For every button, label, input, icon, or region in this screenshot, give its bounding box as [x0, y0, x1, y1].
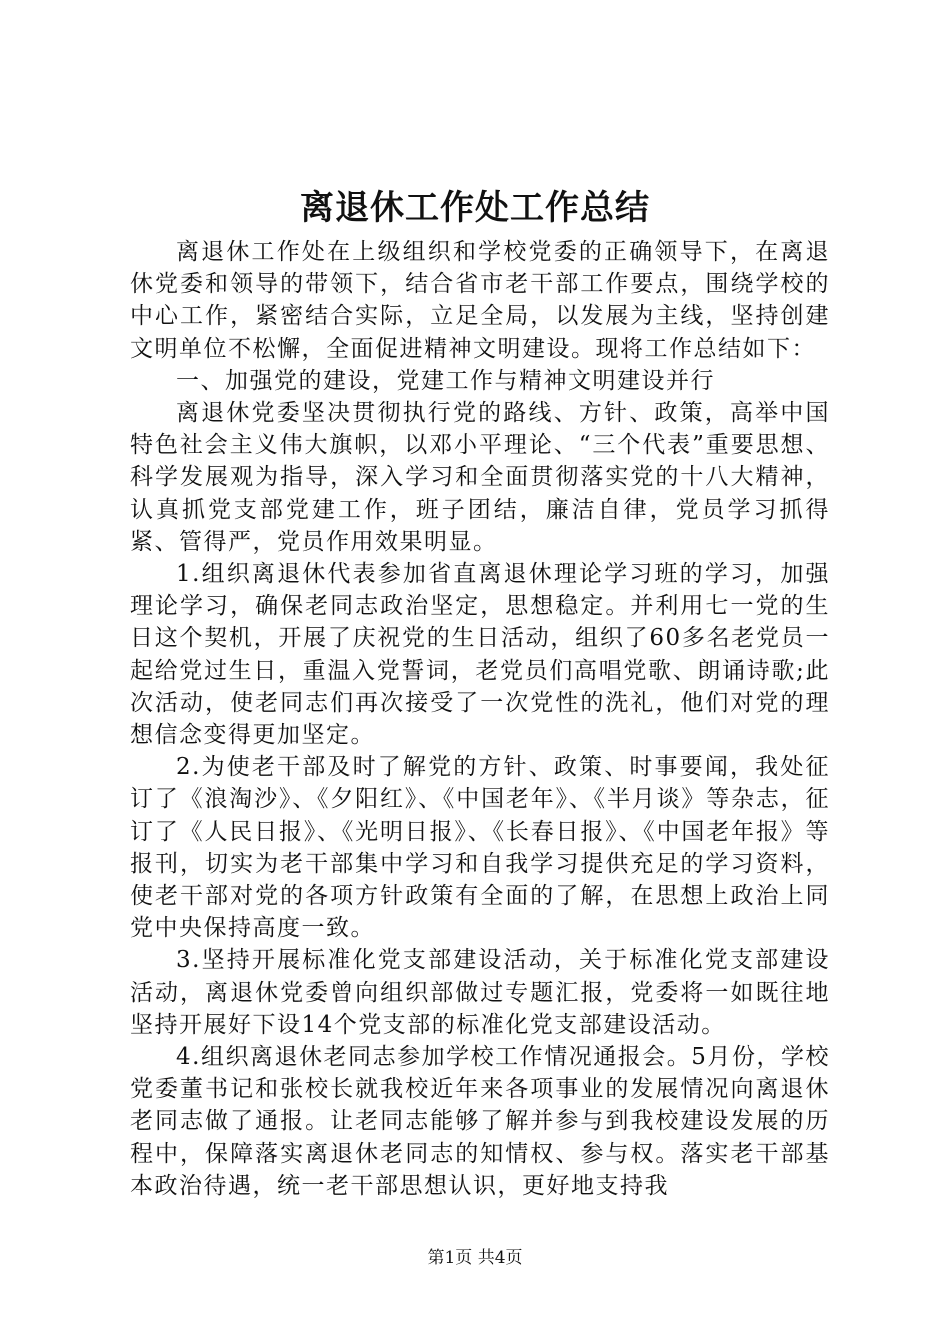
item-1-paragraph: 1.组织离退休代表参加省直离退休理论学习班的学习，加强理论学习，确保老同志政治坚定，思想稳定。并利用七一党的生日这个契机，开展了庆祝党的生日活动，组织了60多名老党员一起给党过生日，重温入党誓词，老党员们高唱党歌、朗诵诗歌;此次活动，使老同志们再次接受了一次党性的洗礼，他们对党的理想信念变得更加坚定。: [130, 561, 830, 749]
section-1-paragraph: 离退休党委坚决贯彻执行党的路线、方针、政策，高举中国特色社会主义伟大旗帜，以邓小平理论、“三个代表”重要思想、科学发展观为指导，深入学习和全面贯彻落实党的十八大精神，认真抓党支部党建工作，班子团结，廉洁自律，党员学习抓得紧、管得严，党员作用效果明显。: [130, 400, 830, 555]
page-number-footer: 第1页 共4页: [427, 1248, 523, 1268]
item-3-paragraph: 3.坚持开展标准化党支部建设活动，关于标准化党支部建设活动，离退休党委曾向组织部做过专题汇报，党委将一如既往地坚持开展好下设14个党支部的标准化党支部建设活动。: [130, 947, 830, 1038]
item-4-paragraph: 4.组织离退休老同志参加学校工作情况通报会。5月份，学校党委董书记和张校长就我校近年来各项事业的发展情况向离退休老同志做了通报。让老同志能够了解并参与到我校建设发展的历程中，保障落实离退休老同志的知情权、参与权。落实老干部基本政治待遇，统一老干部思想认识，更好地支持我: [130, 1044, 830, 1199]
intro-paragraph: 离退休工作处在上级组织和学校党委的正确领导下，在离退休党委和领导的带领下，结合省市老干部工作要点，围绕学校的中心工作，紧密结合实际，立足全局，以发展为主线，坚持创建文明单位不松懈，全面促进精神文明建设。现将工作总结如下：: [130, 239, 830, 362]
item-2-paragraph: 2.为使老干部及时了解党的方针、政策、时事要闻，我处征订了《浪淘沙》、《夕阳红》、《中国老年》、《半月谈》等杂志，征订了《人民日报》、《光明日报》、《长春日报》、《中国老年报》等报刊，切实为老干部集中学习和自我学习提供充足的学习资料，使老干部对党的各项方针政策有全面的了解，在思想上政治上同党中央保持高度一致。: [130, 754, 830, 942]
section-heading-1: 一、加强党的建设，党建工作与精神文明建设并行: [176, 367, 715, 394]
document-body: [130, 236, 830, 1202]
document-title: 离退休工作处工作总结: [300, 188, 650, 228]
